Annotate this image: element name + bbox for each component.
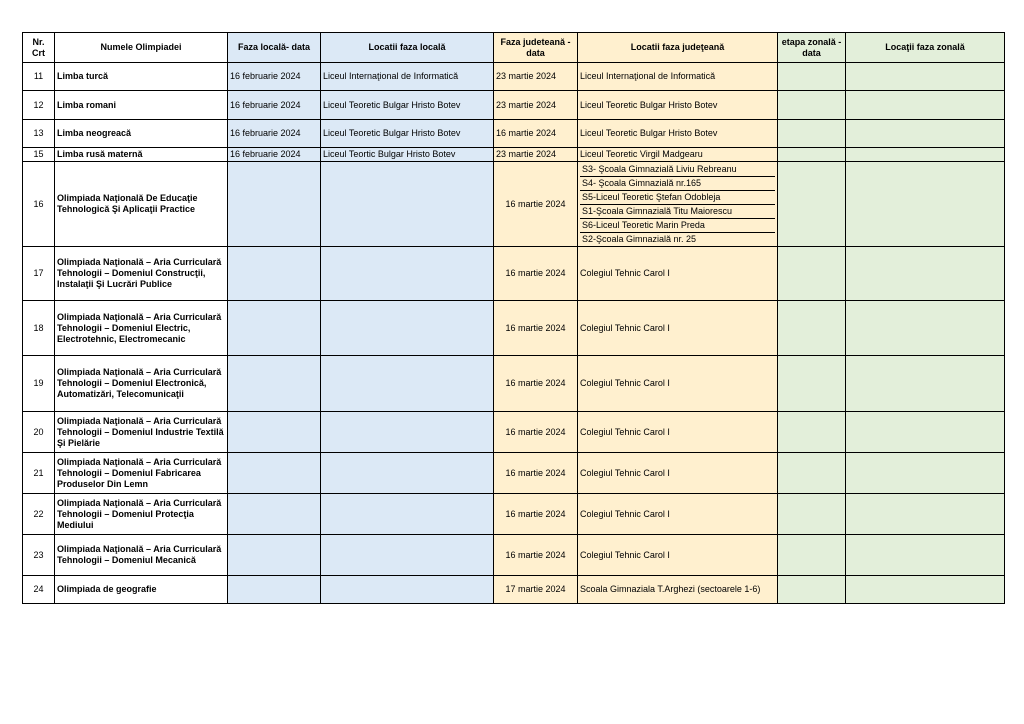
county-location: Liceul Teoretic Bulgar Hristo Botev [578, 120, 778, 148]
olympiad-name: Limba rusă maternă [55, 148, 228, 162]
county-location: Colegiul Tehnic Carol I [578, 535, 778, 576]
zonal-date [778, 247, 846, 301]
zonal-date [778, 162, 846, 247]
zonal-location [846, 148, 1005, 162]
header-name: Numele Olimpiadei [55, 33, 228, 63]
header-zonal-locations: Locaţii faza zonală [846, 33, 1005, 63]
local-location: Liceul Teoretic Bulgar Hristo Botev [321, 120, 494, 148]
local-location [321, 356, 494, 412]
county-location: Liceul Teoretic Bulgar Hristo Botev [578, 91, 778, 120]
county-location: Scoala Gimnaziala T.Arghezi (sectoarele 1-6) [578, 576, 778, 604]
local-date: 16 februarie 2024 [228, 120, 321, 148]
olympiad-name: Limba neogreacă [55, 120, 228, 148]
row-nr: 18 [23, 301, 55, 356]
zonal-date [778, 301, 846, 356]
local-date [228, 356, 321, 412]
table-row [23, 576, 1005, 604]
row-nr: 24 [23, 576, 55, 604]
local-location [321, 453, 494, 494]
olympiad-name: Limba romani [55, 91, 228, 120]
row-nr: 12 [23, 91, 55, 120]
local-date [228, 301, 321, 356]
row-nr: 22 [23, 494, 55, 535]
zonal-location [846, 301, 1005, 356]
row-nr: 13 [23, 120, 55, 148]
zonal-location [846, 120, 1005, 148]
olympiad-name: Limba turcă [55, 63, 228, 91]
zonal-location [846, 535, 1005, 576]
zonal-date [778, 91, 846, 120]
zonal-date [778, 120, 846, 148]
table-row [23, 535, 1005, 576]
zonal-date [778, 535, 846, 576]
local-date: 16 februarie 2024 [228, 63, 321, 91]
local-location [321, 535, 494, 576]
table-row [23, 453, 1005, 494]
header-row [23, 33, 1005, 63]
county-location: Colegiul Tehnic Carol I [578, 453, 778, 494]
county-location-item: S6-Liceul Teoretic Marin Preda [580, 219, 775, 233]
header-zonal-date: etapa zonală - data [778, 33, 846, 63]
header-local-locations: Locatii faza locală [321, 33, 494, 63]
table-row [23, 356, 1005, 412]
olympiad-schedule-table [22, 32, 1005, 604]
zonal-date [778, 453, 846, 494]
zonal-date [778, 356, 846, 412]
county-location: Liceul Teoretic Virgil Madgearu [578, 148, 778, 162]
county-date: 16 martie 2024 [494, 120, 578, 148]
header-nr: Nr. Crt [23, 33, 55, 63]
county-date: 16 martie 2024 [494, 412, 578, 453]
table-row [23, 494, 1005, 535]
zonal-date [778, 148, 846, 162]
zonal-location [846, 494, 1005, 535]
row-nr: 11 [23, 63, 55, 91]
county-date: 16 martie 2024 [494, 494, 578, 535]
zonal-date [778, 412, 846, 453]
local-location [321, 412, 494, 453]
olympiad-name: Olimpiada Naţională De Educaţie Tehnologică Şi Aplicaţii Practice [55, 162, 228, 247]
local-date [228, 247, 321, 301]
county-date: 16 martie 2024 [494, 301, 578, 356]
table-row [23, 301, 1005, 356]
zonal-location [846, 162, 1005, 247]
olympiad-name: Olimpiada Naţională – Aria Curriculară Tehnologii – Domeniul Mecanică [55, 535, 228, 576]
county-date: 23 martie 2024 [494, 91, 578, 120]
local-location [321, 162, 494, 247]
county-date: 17 martie 2024 [494, 576, 578, 604]
table-row [23, 412, 1005, 453]
zonal-location [846, 63, 1005, 91]
zonal-location [846, 412, 1005, 453]
county-location-item: S4- Şcoala Gimnazială nr.165 [580, 177, 775, 191]
zonal-location [846, 356, 1005, 412]
county-location: Colegiul Tehnic Carol I [578, 301, 778, 356]
table-row [23, 148, 1005, 162]
county-location: Colegiul Tehnic Carol I [578, 356, 778, 412]
zonal-date [778, 576, 846, 604]
zonal-location [846, 91, 1005, 120]
county-date: 16 martie 2024 [494, 356, 578, 412]
local-date [228, 162, 321, 247]
county-location-item: S1-Şcoala Gimnazială Titu Maiorescu [580, 205, 775, 219]
row-nr: 19 [23, 356, 55, 412]
county-date: 16 martie 2024 [494, 247, 578, 301]
local-location: Liceul Teortic Bulgar Hristo Botev [321, 148, 494, 162]
olympiad-name: Olimpiada de geografie [55, 576, 228, 604]
local-date [228, 453, 321, 494]
row-nr: 20 [23, 412, 55, 453]
local-location [321, 494, 494, 535]
olympiad-name: Olimpiada Naţională – Aria Curriculară Tehnologii – Domeniul Electronică, Automatizări, Telecomunicaţii [55, 356, 228, 412]
table-row [23, 162, 1005, 247]
table-row [23, 120, 1005, 148]
local-date [228, 412, 321, 453]
local-location: Liceul Teoretic Bulgar Hristo Botev [321, 91, 494, 120]
local-location [321, 247, 494, 301]
county-location: Colegiul Tehnic Carol I [578, 494, 778, 535]
olympiad-name: Olimpiada Naţională – Aria Curriculară Tehnologii – Domeniul Industrie Textilă Şi Pielărie [55, 412, 228, 453]
olympiad-name: Olimpiada Naţională – Aria Curriculară Tehnologii – Domeniul Protecţia Mediului [55, 494, 228, 535]
olympiad-name: Olimpiada Naţională – Aria Curriculară Tehnologii – Domeniul Electric, Electrotehnic, Electromecanic [55, 301, 228, 356]
table-row [23, 247, 1005, 301]
local-date [228, 535, 321, 576]
zonal-location [846, 453, 1005, 494]
table-row [23, 63, 1005, 91]
county-location: Colegiul Tehnic Carol I [578, 412, 778, 453]
header-local-date: Faza locală- data [228, 33, 321, 63]
zonal-location [846, 576, 1005, 604]
local-location: Liceul Internaţional de Informatică [321, 63, 494, 91]
county-location-item: S5-Liceul Teoretic Ştefan Odobleja [580, 191, 775, 205]
header-county-date: Faza judeteană - data [494, 33, 578, 63]
local-date [228, 576, 321, 604]
table-row [23, 91, 1005, 120]
row-nr: 17 [23, 247, 55, 301]
local-date [228, 494, 321, 535]
local-date: 16 februarie 2024 [228, 148, 321, 162]
county-date: 16 martie 2024 [494, 162, 578, 247]
local-location [321, 576, 494, 604]
zonal-date [778, 494, 846, 535]
county-location: Colegiul Tehnic Carol I [578, 247, 778, 301]
row-nr: 15 [23, 148, 55, 162]
zonal-date [778, 63, 846, 91]
county-date: 16 martie 2024 [494, 535, 578, 576]
county-location: Liceul Internaţional de Informatică [578, 63, 778, 91]
zonal-location [846, 247, 1005, 301]
local-location [321, 301, 494, 356]
olympiad-name: Olimpiada Naţională – Aria Curriculară Tehnologii – Domeniul Fabricarea Produselor Din Lemn [55, 453, 228, 494]
county-date: 23 martie 2024 [494, 148, 578, 162]
county-location-item: S3- Şcoala Gimnazială Liviu Rebreanu [580, 163, 775, 177]
local-date: 16 februarie 2024 [228, 91, 321, 120]
county-date: 16 martie 2024 [494, 453, 578, 494]
county-location-item: S2-Şcoala Gimnazială nr. 25 [582, 233, 697, 244]
row-nr: 21 [23, 453, 55, 494]
county-location-list [578, 162, 778, 247]
header-county-locations: Locatii faza judeţeană [578, 33, 778, 63]
olympiad-name: Olimpiada Naţională – Aria Curriculară Tehnologii – Domeniul Construcţii, Instalaţii Şi Lucrări Publice [55, 247, 228, 301]
county-date: 23 martie 2024 [494, 63, 578, 91]
row-nr: 16 [23, 162, 55, 247]
row-nr: 23 [23, 535, 55, 576]
